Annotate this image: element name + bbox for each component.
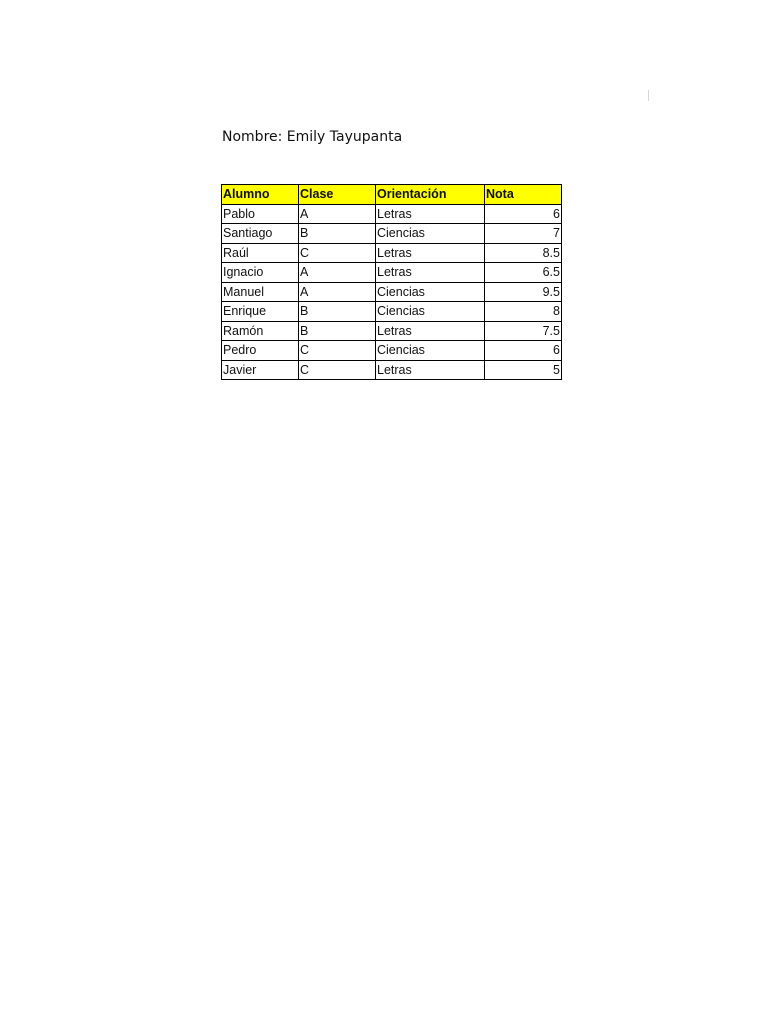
cell-clase: B [299,321,376,341]
table-header-row [222,185,562,205]
header-orientacion: Orientación [376,185,485,205]
cell-clase: B [299,302,376,322]
cell-alumno: Javier [222,360,299,380]
student-name-line: Nombre: Emily Tayupanta [222,129,403,145]
cell-clase: C [299,341,376,361]
cell-clase: A [299,263,376,283]
cell-nota: 6 [485,204,562,224]
table-row [222,341,562,361]
cell-nota: 8.5 [485,243,562,263]
table-row [222,321,562,341]
cell-orientacion: Ciencias [376,341,485,361]
cell-orientacion: Letras [376,204,485,224]
table-row [222,360,562,380]
cell-nota: 5 [485,360,562,380]
table-row [222,204,562,224]
cell-orientacion: Ciencias [376,224,485,244]
cell-orientacion: Letras [376,263,485,283]
table-row [222,224,562,244]
cell-nota: 8 [485,302,562,322]
cell-alumno: Ignacio [222,263,299,283]
cell-alumno: Pedro [222,341,299,361]
table-row [222,263,562,283]
header-clase: Clase [299,185,376,205]
cell-clase: A [299,204,376,224]
cell-alumno: Santiago [222,224,299,244]
cell-alumno: Manuel [222,282,299,302]
cell-orientacion: Letras [376,321,485,341]
header-alumno: Alumno [222,185,299,205]
table-row [222,243,562,263]
cell-nota: 7.5 [485,321,562,341]
table-row [222,302,562,322]
cell-nota: 7 [485,224,562,244]
table-row [222,282,562,302]
text-cursor-mark [648,90,649,101]
cell-orientacion: Ciencias [376,302,485,322]
grades-table [221,184,562,380]
cell-alumno: Enrique [222,302,299,322]
cell-orientacion: Ciencias [376,282,485,302]
cell-orientacion: Letras [376,243,485,263]
cell-nota: 6 [485,341,562,361]
cell-clase: A [299,282,376,302]
header-nota: Nota [485,185,562,205]
cell-alumno: Pablo [222,204,299,224]
cell-nota: 6.5 [485,263,562,283]
cell-clase: C [299,360,376,380]
cell-orientacion: Letras [376,360,485,380]
cell-nota: 9.5 [485,282,562,302]
cell-alumno: Ramón [222,321,299,341]
cell-clase: B [299,224,376,244]
cell-alumno: Raúl [222,243,299,263]
cell-clase: C [299,243,376,263]
